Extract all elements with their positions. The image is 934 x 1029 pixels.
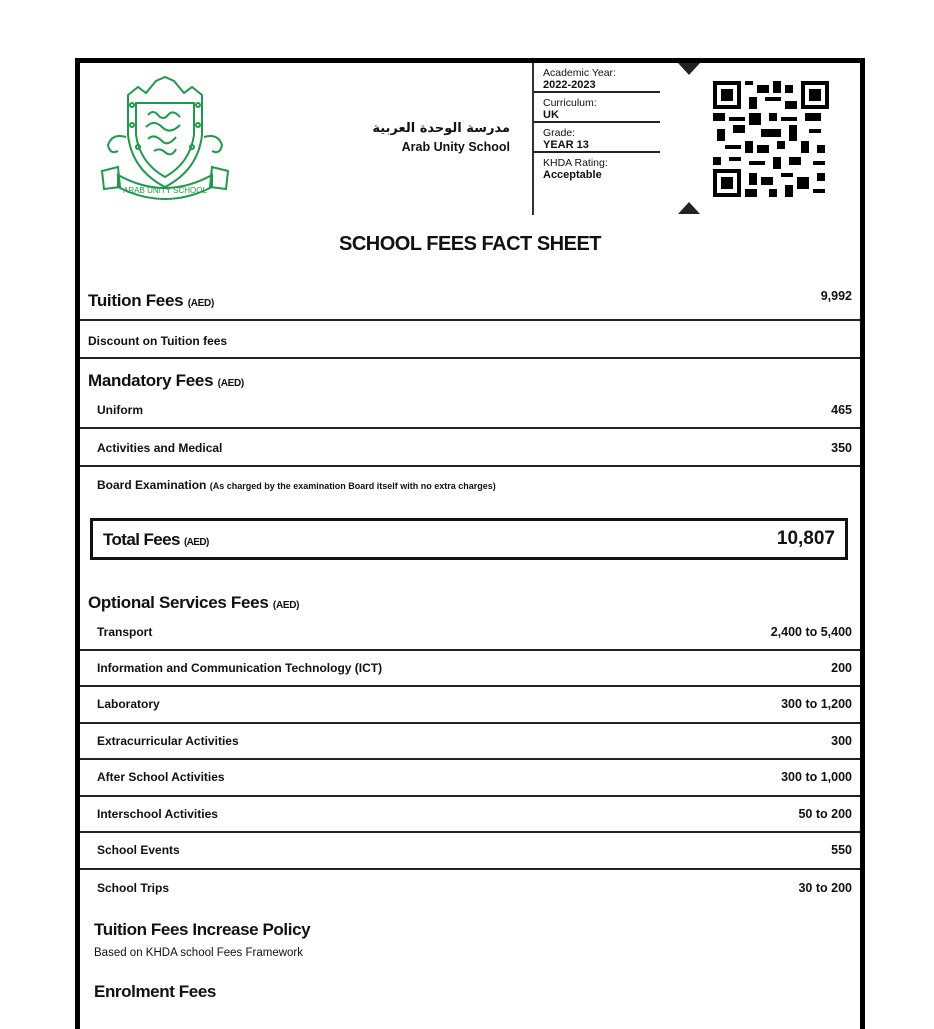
qr-code-icon[interactable] (713, 81, 829, 197)
discount-label: Discount on Tuition fees (88, 334, 228, 348)
info-khda-rating: KHDA Rating: Acceptable (543, 157, 608, 181)
triangle-up-icon (678, 202, 700, 214)
board-exam-row (80, 469, 860, 505)
logo-ribbon-text: ARAB UNITY SCHOOL (123, 186, 207, 195)
board-exam-label: Board Examination (97, 478, 207, 492)
tuition-fees-value: 9,992 (820, 289, 852, 303)
fee-row-ict: Information and Communication Technology (ICT) 200 (80, 651, 860, 687)
page-title: SCHOOL FEES FACT SHEET (339, 233, 601, 255)
optional-fees-heading: Optional Services Fees (AED) (88, 593, 300, 612)
enrolment-fees-heading: Enrolment Fees (94, 982, 216, 1001)
school-info-panel (532, 63, 660, 215)
school-name-english: Arab Unity School (401, 140, 510, 154)
fee-row-transport: Transport 2,400 to 5,400 (80, 615, 860, 651)
discount-row (80, 323, 860, 359)
info-academic-year: Academic Year: 2022-2023 (534, 63, 660, 93)
fact-sheet-frame (75, 58, 865, 1029)
mandatory-fees-header (80, 361, 860, 393)
total-fees-value: 10,807 (776, 528, 835, 549)
fee-row-school-events: School Events 550 (80, 833, 860, 870)
fee-row-extracurricular: Extracurricular Activities 300 (80, 724, 860, 760)
increase-policy-text: Based on KHDA school Fees Framework (94, 947, 304, 959)
fee-row-after-school: After School Activities 300 to 1,000 (80, 760, 860, 797)
mandatory-fees-heading: Mandatory Fees (AED) (88, 371, 244, 390)
info-grade: Grade: YEAR 13 (534, 123, 660, 153)
total-fees-label: Total Fees (AED) (103, 530, 209, 549)
school-name-arabic: مدرسة الوحدة العربية (372, 121, 510, 136)
triangle-down-icon (678, 63, 700, 75)
board-exam-note: (As charged by the examination Board itself with no extra charges) (209, 481, 496, 491)
school-name-block (370, 121, 510, 154)
fee-row-uniform: Uniform 465 (80, 393, 860, 429)
fee-row-interschool: Interschool Activities 50 to 200 (80, 797, 860, 833)
fee-row-activities-medical: Activities and Medical 350 (80, 431, 860, 467)
fee-row-school-trips: School Trips 30 to 200 (97, 881, 852, 895)
school-crest-logo (98, 75, 233, 205)
tuition-fees-row (80, 285, 860, 321)
tuition-fees-heading: Tuition Fees (AED) (88, 291, 214, 310)
increase-policy-heading: Tuition Fees Increase Policy (94, 920, 311, 939)
optional-fees-header (80, 583, 860, 617)
info-curriculum: Curriculum: UK (534, 93, 660, 123)
total-fees-box (90, 518, 848, 560)
fee-row-laboratory: Laboratory 300 to 1,200 (80, 687, 860, 724)
